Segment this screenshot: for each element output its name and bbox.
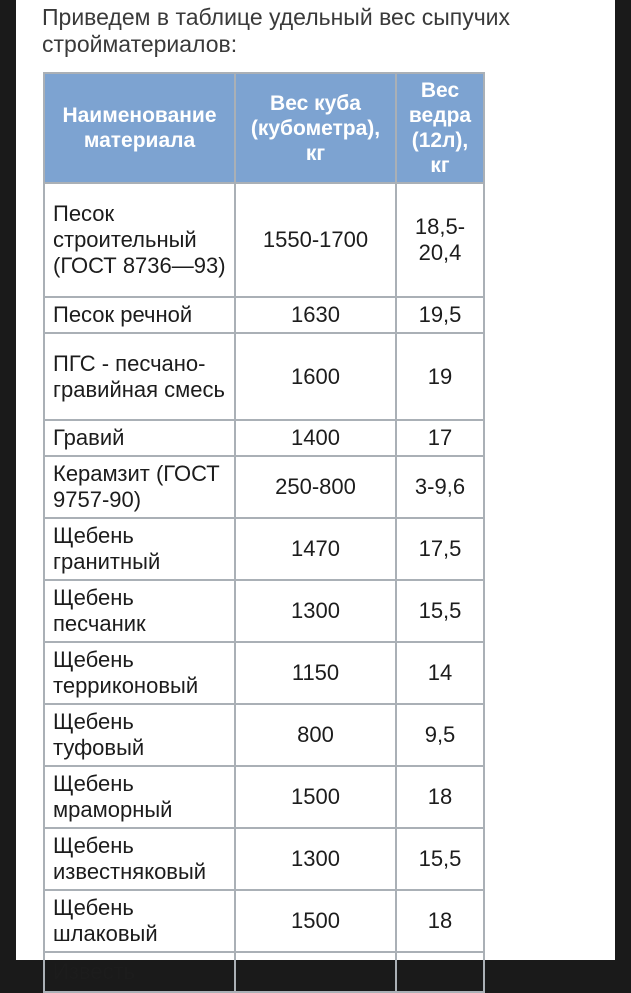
bucket-weight: 3-9,6	[396, 456, 484, 518]
cube-weight: 1300	[235, 580, 396, 642]
cube-weight: 1550-1700	[235, 183, 396, 297]
material-name: Керамзит (ГОСТ 9757-90)	[44, 456, 235, 518]
bucket-weight: 15,5	[396, 580, 484, 642]
material-name: Щебень известняковый	[44, 828, 235, 890]
material-name: Щебень песчаник	[44, 580, 235, 642]
article-page	[16, 0, 615, 984]
table-row	[44, 518, 484, 580]
material-name: Гравий	[44, 420, 235, 456]
bucket-weight: 14	[396, 642, 484, 704]
cube-weight: 1150	[235, 642, 396, 704]
bucket-weight: 19	[396, 333, 484, 420]
material-name: Известь	[44, 952, 235, 992]
table-row	[44, 704, 484, 766]
cube-weight: 1630	[235, 297, 396, 333]
material-name: Песок речной	[44, 297, 235, 333]
cube-weight: 1500	[235, 766, 396, 828]
bucket-weight: 17,5	[396, 518, 484, 580]
bucket-weight: 17	[396, 420, 484, 456]
material-name: ПГС - песчано-гравийная смесь	[44, 333, 235, 420]
table-row	[44, 333, 484, 420]
bucket-weight	[396, 952, 484, 992]
bucket-weight: 9,5	[396, 704, 484, 766]
cube-weight: 250-800	[235, 456, 396, 518]
table-row	[44, 952, 484, 992]
table-row	[44, 642, 484, 704]
table-row	[44, 297, 484, 333]
intro-text: Приведем в таблице удельный вес сыпучих стройматериалов:	[42, 4, 511, 57]
materials-weight-table	[43, 72, 485, 993]
cube-weight: 1600	[235, 333, 396, 420]
cube-weight: 1500	[235, 890, 396, 952]
table-row	[44, 420, 484, 456]
cube-weight: 1400	[235, 420, 396, 456]
bucket-weight: 15,5	[396, 828, 484, 890]
material-name: Песок строительный (ГОСТ 8736—93)	[44, 183, 235, 297]
table-header-row	[44, 73, 484, 183]
table-row	[44, 580, 484, 642]
cube-weight: 1300	[235, 828, 396, 890]
bucket-weight: 18	[396, 766, 484, 828]
table-row	[44, 766, 484, 828]
bucket-weight: 18,5-20,4	[396, 183, 484, 297]
cube-weight: 1470	[235, 518, 396, 580]
bucket-weight: 18	[396, 890, 484, 952]
material-name: Щебень мраморный	[44, 766, 235, 828]
header-material-name: Наименование материала	[44, 73, 235, 183]
table-row	[44, 456, 484, 518]
bucket-weight: 19,5	[396, 297, 484, 333]
cube-weight: 800	[235, 704, 396, 766]
header-bucket-weight: Вес ведра (12л), кг	[396, 73, 484, 183]
material-name: Щебень шлаковый	[44, 890, 235, 952]
table-row	[44, 183, 484, 297]
table-row	[44, 890, 484, 952]
table-row	[44, 828, 484, 890]
header-cube-weight: Вес куба (кубометра), кг	[235, 73, 396, 183]
material-name: Щебень гранитный	[44, 518, 235, 580]
cube-weight	[235, 952, 396, 992]
material-name: Щебень терриконовый	[44, 642, 235, 704]
material-name: Щебень туфовый	[44, 704, 235, 766]
